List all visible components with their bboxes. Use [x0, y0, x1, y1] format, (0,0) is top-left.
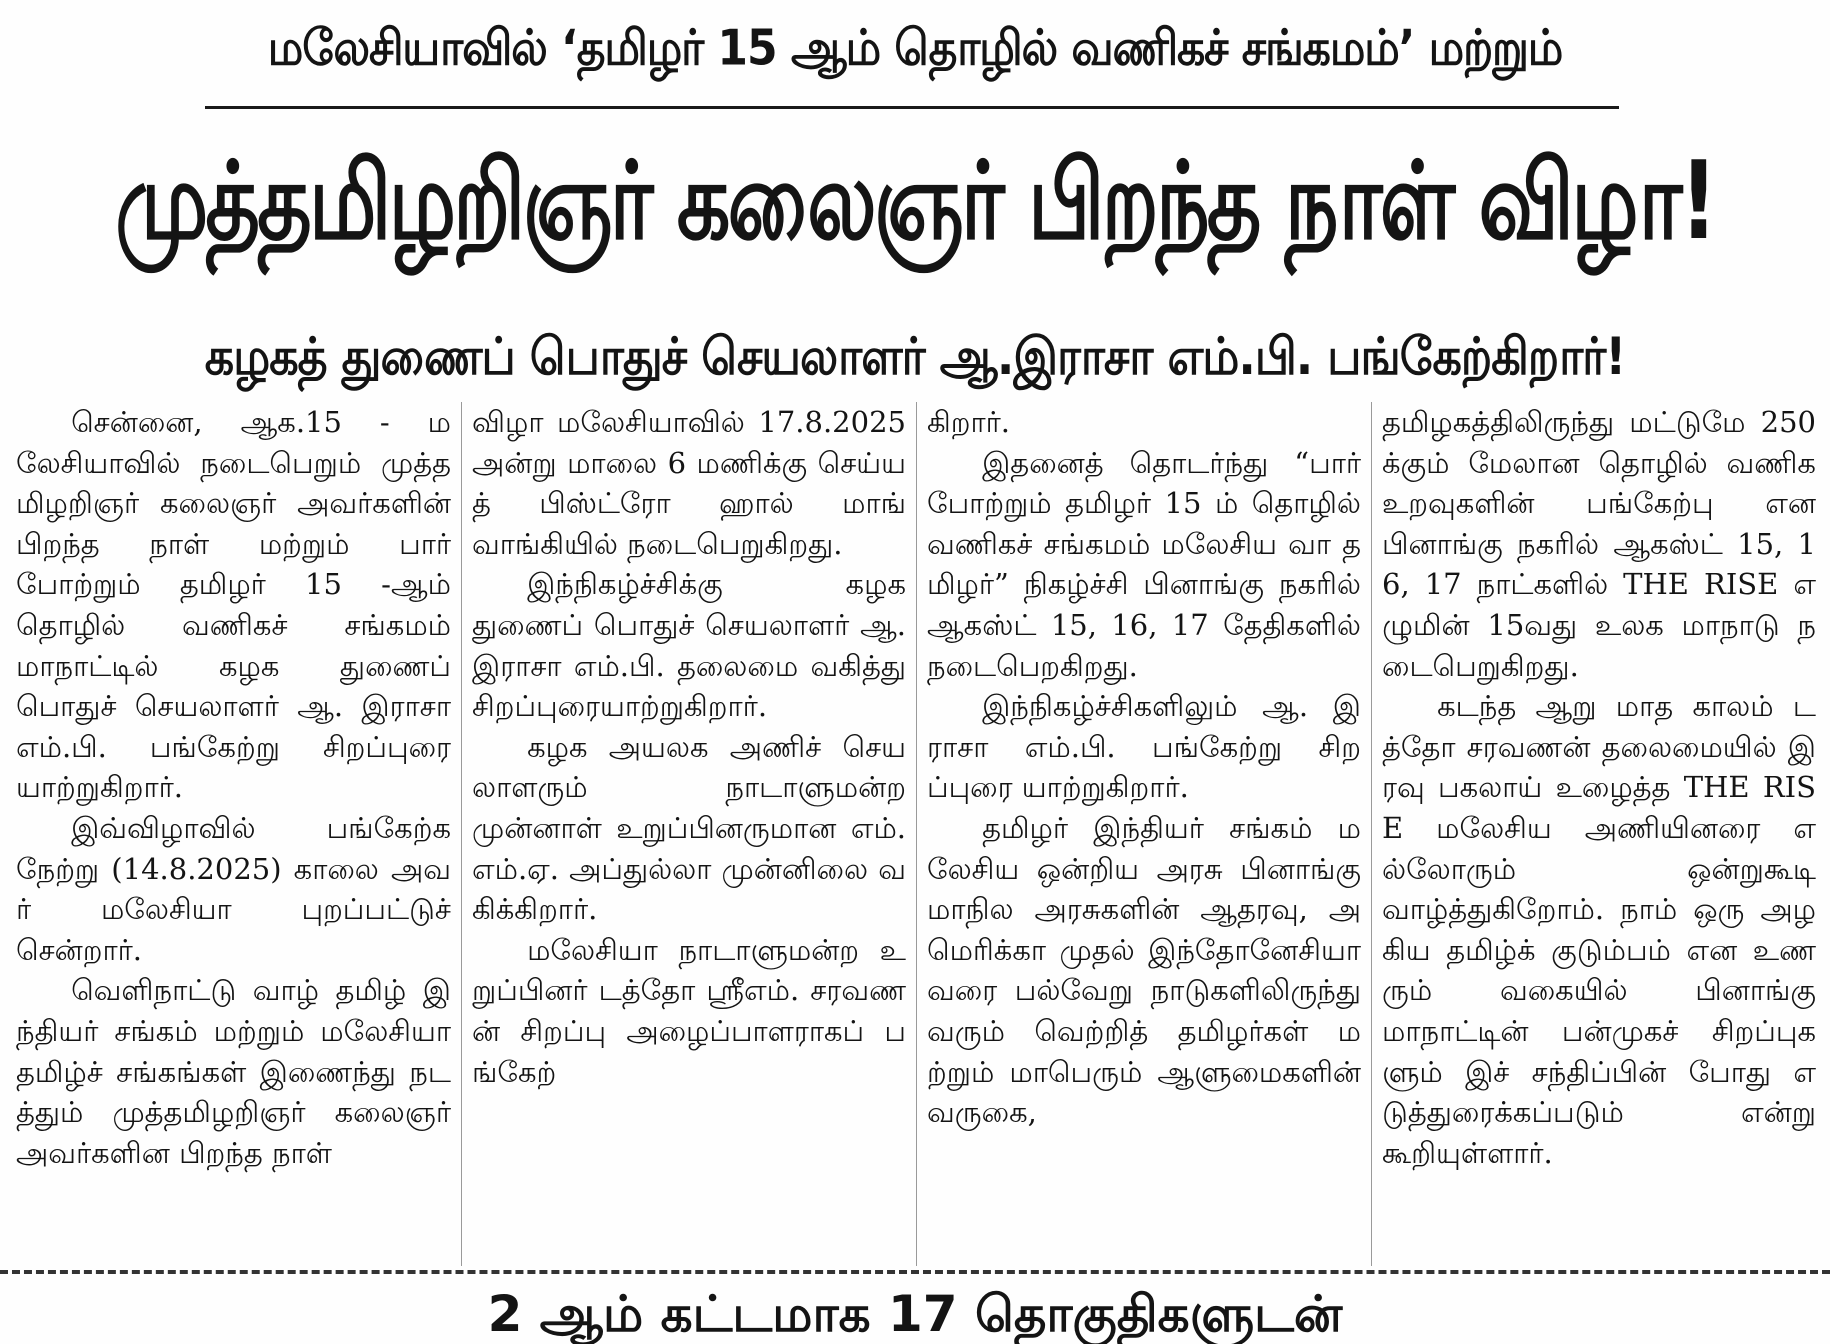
article-column-1: [6, 402, 461, 1266]
article-kicker: மலேசியாவில் ‘தமிழர் 15 ஆம் தொழில் வணிகச் சங்கமம்’ மற்றும்: [267, 19, 1563, 78]
paragraph: தமிழர் இந்தியர் சங்கம் மலேசிய ஒன்றிய அரசு பினாங்கு மாநில அரசுகளின் ஆதரவு, அமெரிக்கா முதல் இந்தோனேசியா வரை பல்வேறு நாடுகளிலிருந்து வரும் வெற்றித் தமிழர்கள் மற்றும் மாபெரும் ஆளுமைகளின் வருகை,: [927, 810, 1361, 1130]
paragraph: வெளிநாட்டு வாழ் தமிழ் இந்தியர் சங்கம் மற்றும் மலேசியா தமிழ்ச் சங்கங்கள் இணைந்து நடத்தும் முத்தமிழறிஞர் கலைஞர் அவர்களின பிறந்த நாள்: [16, 973, 451, 1170]
article-subheadline: கழகத் துணைப் பொதுச் செயலாளர் ஆ.இராசா எம்.பி. பங்கேற்கிறார்!: [204, 325, 1626, 387]
paragraph: விழா மலேசியாவில் 17.8.2025 அன்று மாலை 6 மணிக்கு செய்யத் பிஸ்ட்ரோ ஹால் மாங் வாங்கியில் நடைபெறுகிறது.: [472, 405, 906, 561]
article-body: [6, 402, 1826, 1266]
section-divider: [0, 1270, 1830, 1274]
paragraph: இதனைத் தொடர்ந்து “பார் போற்றும் தமிழர் 15 ம் தொழில் வணிகச் சங்கமம் மலேசிய வா தமிழர்” நிகழ்ச்சி பினாங்கு நகரில் ஆகஸ்ட் 15, 16, 17 தேதிகளில் நடைபெறகிறது.: [927, 445, 1361, 683]
article-column-3: [916, 402, 1371, 1266]
paragraph: இந்நிகழ்ச்சிகளிலும் ஆ. இராசா எம்.பி. பங்கேற்று சிறப்புரை யாற்றுகிறார்.: [927, 689, 1361, 805]
paragraph: தமிழகத்திலிருந்து மட்டுமே 250க்கும் மேலான தொழில் வணிக உறவுகளின் பங்கேற்பு என பினாங்கு நகரில் ஆகஸ்ட் 15, 16, 17 நாட்களில் THE RISE எழுமின் 15வது உலக மாநாடு நடைபெறுகிறது.: [1382, 405, 1816, 683]
paragraph: மலேசியா நாடாளுமன்ற உறுப்பினர் டத்தோ ஸ்ரீஎம். சரவணன் சிறப்பு அழைப்பாளராகப் பங்கேற்: [472, 932, 906, 1089]
article-column-2: [461, 402, 916, 1266]
paragraph: கிறார்.: [927, 405, 1011, 439]
next-article-headline-text: 2 ஆம் கட்டமாக 17 தொகுதிகளுடன்: [487, 1285, 1343, 1343]
article-column-4: [1371, 402, 1826, 1266]
paragraph: இந்நிகழ்ச்சிக்கு கழக துணைப் பொதுச் செயலாளர் ஆ.இராசா எம்.பி. தலைமை வகித்து சிறப்புரையாற்றுகிறார்.: [472, 567, 906, 724]
paragraph: கழக அயலக அணிச் செயலாளரும் நாடாளுமன்ற முன்னாள் உறுப்பினருமான எம்.எம்.ஏ. அப்துல்லா முன்னிலை வகிக்கிறார்.: [472, 729, 906, 927]
paragraph: கடந்த ஆறு மாத காலம் டத்தோ சரவணன் தலைமையில் இரவு பகலாய் உழைத்த THE RISE மலேசிய அணியினரை எல்லோரும் ஒன்றுகூடி வாழ்த்துகிறோம். நாம் ஒரு அழகிய தமிழ்க் குடும்பம் என உணரும் வகையில் பினாங்கு மாநாட்டின் பன்முகச் சிறப்புகளும் இச் சந்திப்பின் போது எடுத்துரைக்கப்படும் என்று கூறியுள்ளார்.: [1382, 689, 1816, 1170]
next-article-headline: [0, 1284, 1830, 1343]
paragraph: சென்னை, ஆக.15 - மலேசியாவில் நடைபெறும் முத்தமிழறிஞர் கலைஞர் அவர்களின் பிறந்த நாள் மற்றும் பார் போற்றும் தமிழர் 15 -ஆம் தொழில் வணிகச் சங்கமம் மாநாட்டில் கழக துணைப் பொதுச் செயலாளர் ஆ. இராசா எம்.பி. பங்கேற்று சிறப்புரை யாற்றுகிறார்.: [16, 405, 451, 805]
article-headline: முத்தமிழறிஞர் கலைஞர் பிறந்த நாள் விழா!: [115, 138, 1715, 264]
paragraph: இவ்விழாவில் பங்கேற்க நேற்று (14.8.2025) காலை அவர் மலேசியா புறப்பட்டுச் சென்றார்.: [16, 810, 451, 967]
